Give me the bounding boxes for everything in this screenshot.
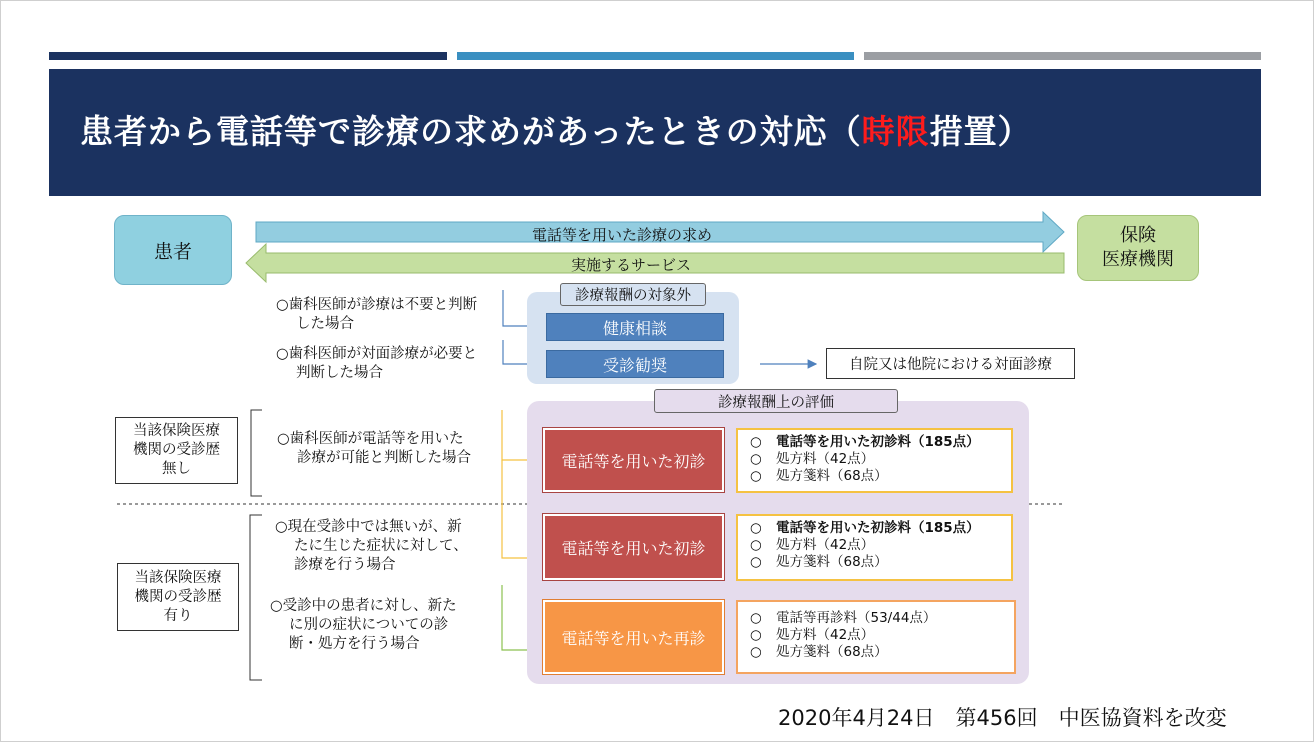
title-highlight: 時限 [861,112,930,151]
title-text: 患者から電話等で診療の求めがあったときの対応（ [80,112,862,151]
request-arrow-label: 電話等を用いた診療の求め [532,226,713,244]
fee-item [750,468,1011,485]
fee-item-text: 処方料（42点） [776,537,875,553]
condition-line: ○歯科医師が対面診療が必要と [276,346,478,362]
condition-line: に別の症状についての診 [289,617,449,633]
remote-first-visit-box: 電話等を用いた初診 [543,514,724,580]
outside-fee-label: 診療報酬の対象外 [560,283,706,306]
bracket-history-none [251,410,262,496]
condition-line: 判断した場合 [296,365,383,381]
bracket-history-exists [250,515,262,680]
service-arrow-label: 実施するサービス [571,256,692,274]
fee-item [750,520,1011,537]
history-line: 無し [162,461,191,477]
condition-line: 診療を行う場合 [294,557,396,573]
fee-detail-list [736,514,1013,581]
history-line: 有り [163,607,193,624]
fee-item [750,434,1011,451]
fee-evaluation-label: 診療報酬上の評価 [654,389,898,413]
source-note: 2020年4月24日 第456回 中医協資料を改変 [778,706,1227,730]
fee-item-text: 処方料（42点） [776,451,875,467]
fee-item [750,610,1014,627]
condition-line: ○受診中の患者に対し、新た [270,598,457,614]
bullet: ○ [750,451,762,467]
history-line: 当該保険医療 [133,423,220,439]
bullet: ○ [750,644,762,660]
condition-remote-possible [277,430,471,468]
history-line: 機関の受診歴 [134,588,222,605]
visit-recommendation-box: 受診勧奨 [546,350,724,378]
fee-item [750,554,1011,571]
condition-line: ○歯科医師が電話等を用いた [277,431,464,447]
fee-item-text: 処方箋料（68点） [776,644,888,660]
fee-item-text: 電話等を用いた初診料（185点） [776,520,980,536]
condition-line: 断・処方を行う場合 [289,636,420,652]
condition-other-symptom [270,597,457,654]
history-exists-box [117,563,239,631]
health-consultation-box: 健康相談 [546,313,724,341]
bullet: ○ [750,537,762,553]
title-text-end: 措置） [929,112,1032,151]
fee-item-text: 電話等再診料（53/44点） [776,610,937,626]
condition-line: した場合 [296,316,354,332]
bullet: ○ [750,610,762,626]
bullet: ○ [750,554,762,570]
fee-item [750,627,1014,644]
history-line: 当該保険医療 [134,569,222,586]
fee-item-text: 処方箋料（68点） [776,554,888,570]
bullet: ○ [750,520,762,536]
bullet: ○ [750,468,762,484]
condition-line: 診療が可能と判断した場合 [297,450,471,466]
history-line: 機関の受診歴 [133,442,220,458]
fee-item-text: 処方料（42点） [776,627,875,643]
remote-revisit-box: 電話等を用いた再診 [543,600,724,674]
fee-item-text: 処方箋料（68点） [776,468,888,484]
condition-unnecessary [276,296,477,334]
patient-node [114,215,232,285]
bullet: ○ [750,434,762,450]
condition-line: ○歯科医師が診療は不要と判断 [276,297,478,313]
bullet: ○ [750,627,762,643]
condition-new-symptom [275,518,468,575]
condition-in-person [276,345,477,383]
insurer-label-line2: 医療機関 [1102,249,1174,270]
condition-line: ○現在受診中では無いが、新 [275,519,462,535]
fee-item [750,451,1011,468]
fee-item [750,644,1014,661]
fee-detail-list [736,600,1016,674]
fee-item-text: 電話等を用いた初診料（185点） [776,434,980,450]
fee-item [750,537,1011,554]
insurer-label-line1: 保険 [1120,225,1156,246]
insurer-node [1077,215,1199,281]
remote-first-visit-box: 電話等を用いた初診 [543,428,724,492]
condition-line: たに生じた症状に対して、 [294,538,468,554]
fee-detail-list [736,428,1013,493]
history-none-box [115,417,238,484]
in-person-care-box: 自院又は他院における対面診療 [826,348,1075,379]
patient-label: 患者 [153,240,192,263]
